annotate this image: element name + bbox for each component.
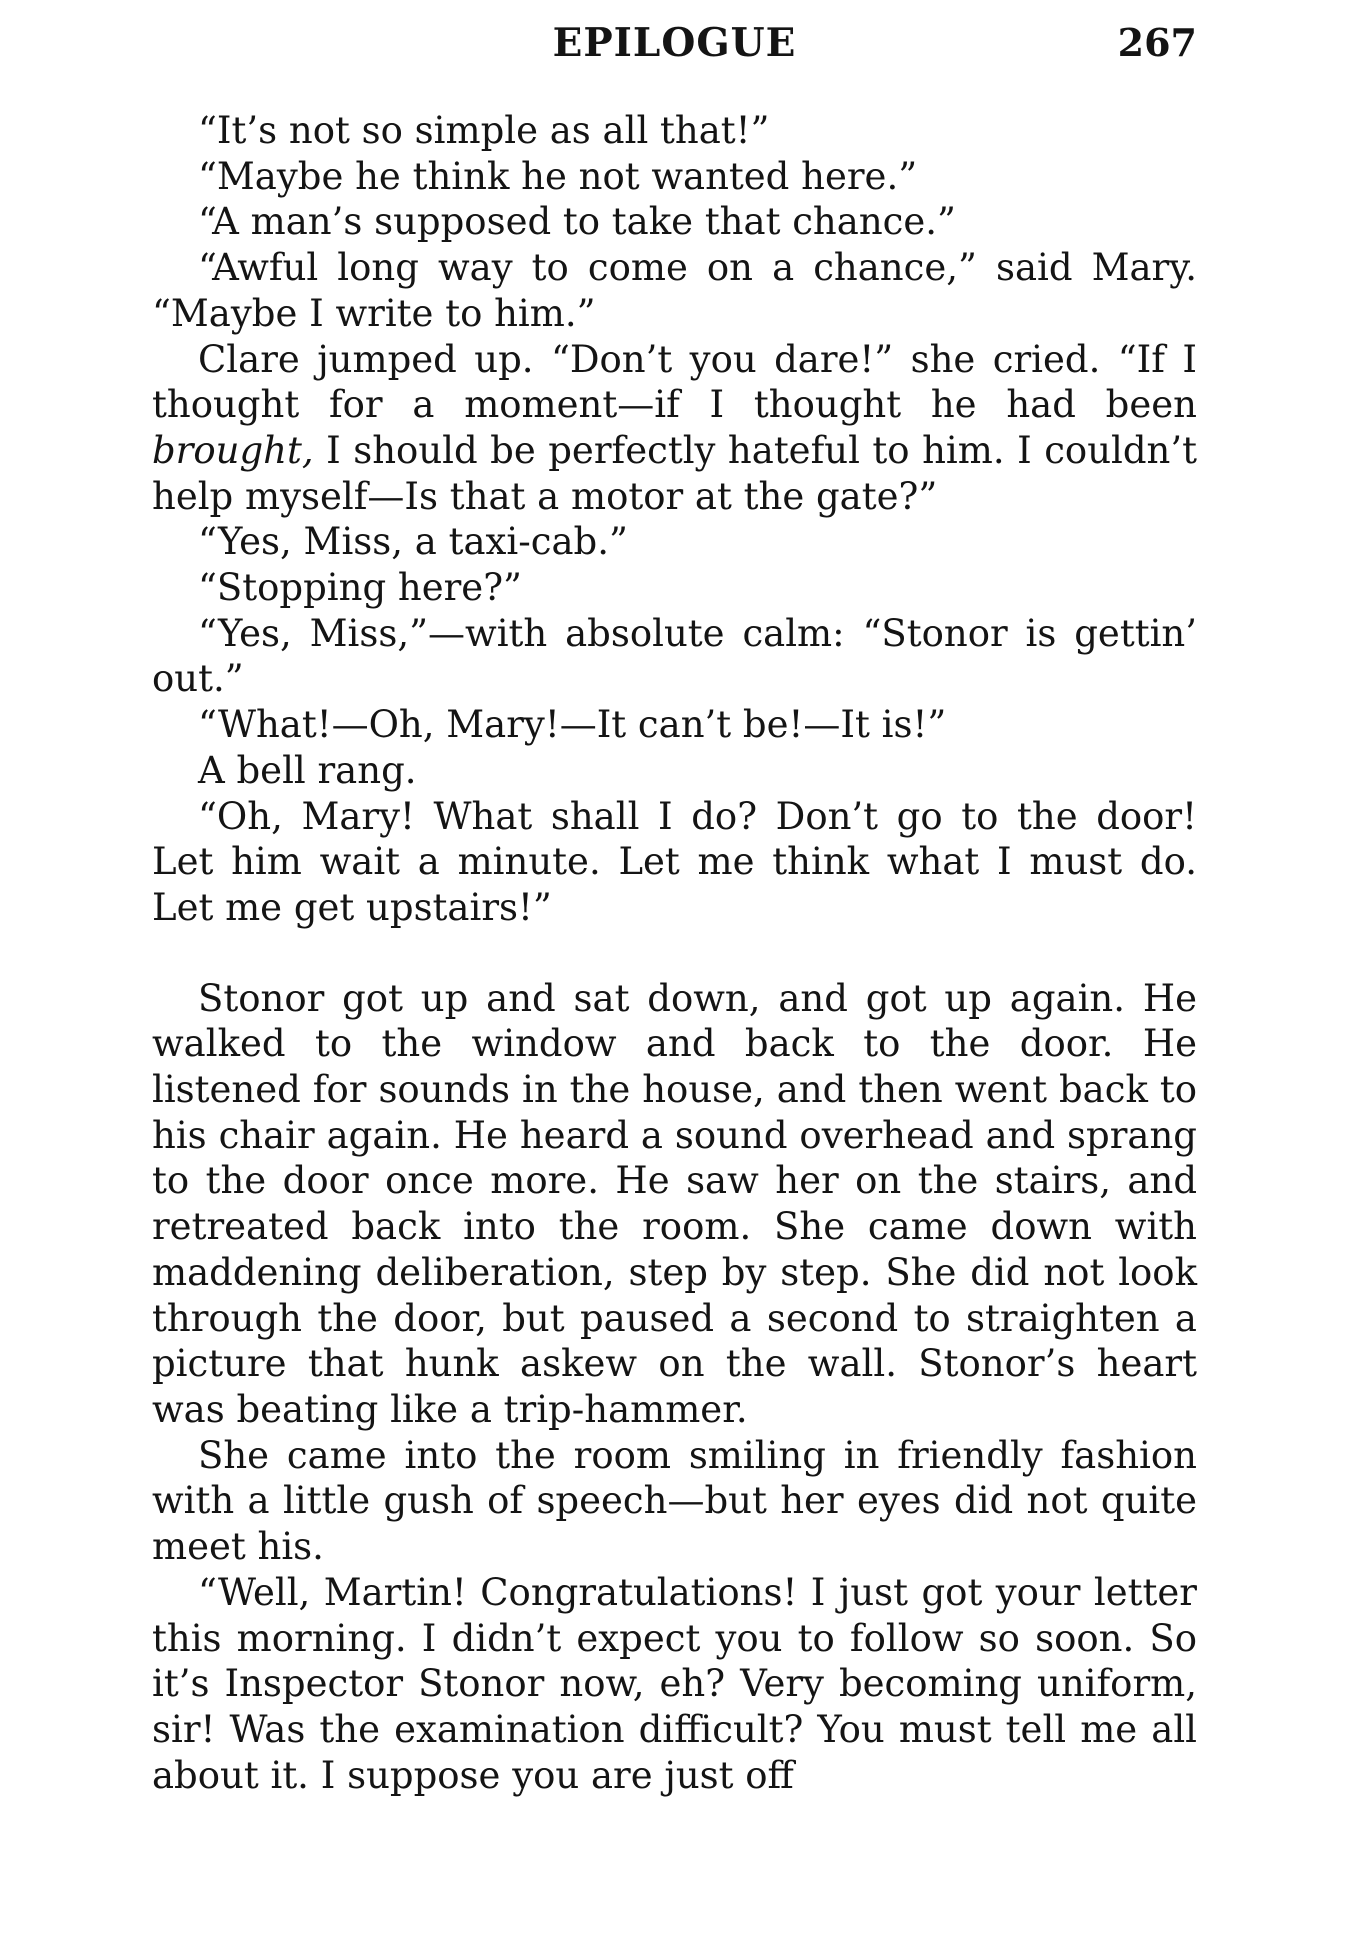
paragraph-5-start: Clare jumped up. “Don’t you dare!” she cried. “If I thought for a moment—if I thought he had been <box>152 337 1197 427</box>
paragraph-10: A bell rang. <box>198 748 417 792</box>
page-body <box>152 108 1197 1798</box>
paragraph-6: “Yes, Miss, a taxi-cab.” <box>198 520 628 564</box>
paragraph-7: “Stopping here?” <box>198 566 522 610</box>
paragraph-14: “Well, Martin! Congratulations! I just got your letter this morning. I didn’t expect you to follow so soon. So it’s Inspector Stonor now, eh? Very becoming uniform, sir! Was the examination difficult? You must tell me all about it. I suppose you are just off <box>152 1570 1197 1797</box>
emphasis-brought: brought, <box>152 428 314 472</box>
section-break <box>152 931 1197 976</box>
paragraph-3: “A man’s supposed to take that chance.” <box>198 200 956 244</box>
paragraph-8: “Yes, Miss,”—with absolute calm: “Stonor is gettin’ out.” <box>152 611 1197 701</box>
paragraph-9: “What!—Oh, Mary!—It can’t be!—It is!” <box>198 703 947 747</box>
paragraph-1: “It’s not so simple as all that!” <box>198 109 770 152</box>
paragraph-5-end: I should be perfectly hateful to him. I couldn’t help myself—Is that a motor at the gate?” <box>152 428 1197 518</box>
paragraph-4: “Awful long way to come on a chance,” said Mary. “Maybe I write to him.” <box>152 246 1197 335</box>
page-number: 267 <box>1117 20 1197 65</box>
paragraph-13: She came into the room smiling in friendly fashion with a little gush of speech—but her eyes did not quite meet his. <box>152 1433 1197 1569</box>
chapter-title: EPILOGUE <box>552 20 797 66</box>
paragraph-11: “Oh, Mary! What shall I do? Don’t go to the door! Let him wait a minute. Let me think what I must do. Let me get upstairs!” <box>152 794 1197 929</box>
paragraph-2: “Maybe he think he not wanted here.” <box>198 154 918 198</box>
running-head <box>152 20 1197 70</box>
paragraph-5 <box>152 337 1197 520</box>
paragraph-12: Stonor got up and sat down, and got up again. He walked to the window and back to the door. He listened for sounds in the house, and then went back to his chair again. He heard a sound overhead and sprang to the door once more. He saw her on the stairs, and retreated back into the room. She came down with maddening deliberation, step by step. She did not look through the door, but paused a second to straighten a picture that hunk askew on the wall. Stonor’s heart was beating like a trip-hammer. <box>152 976 1197 1431</box>
